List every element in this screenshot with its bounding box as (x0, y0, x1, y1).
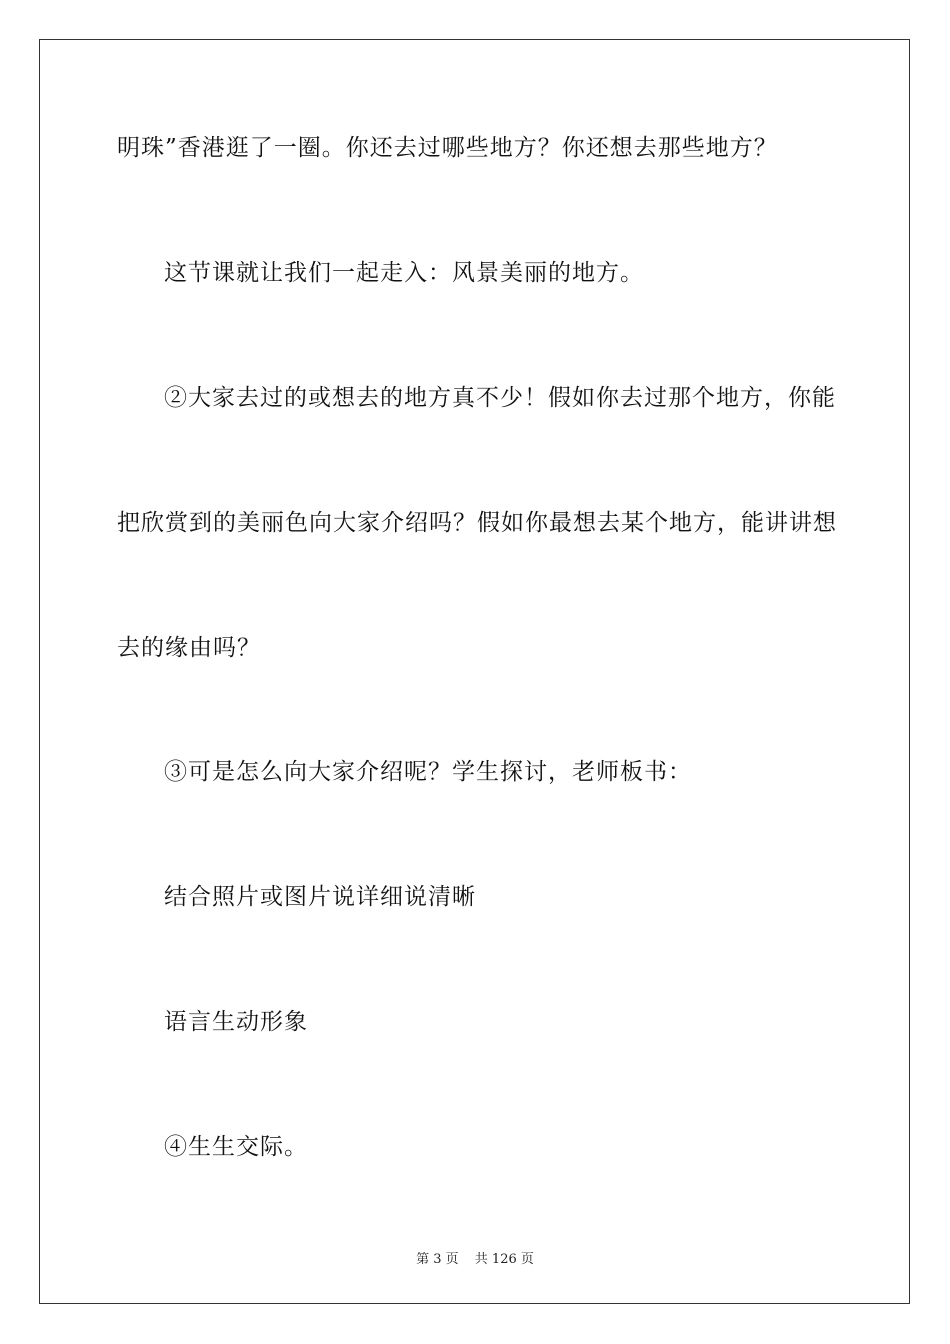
text-line-4: 把欣赏到的美丽色向大家介绍吗？假如你最想去某个地方，能讲讲想 (117, 510, 837, 536)
page-total: 共 126 页 (474, 1252, 534, 1267)
text-line-1: 明珠”香港逛了一圈。你还去过哪些地方？你还想去那些地方？ (117, 135, 778, 161)
text-line-9: ④生生交际。 (164, 1134, 308, 1160)
text-line-6: ③可是怎么向大家介绍呢？学生探讨，老师板书： (164, 759, 692, 785)
text-line-7: 结合照片或图片说详细说清晰 (164, 884, 476, 910)
text-line-3: ②大家去过的或想去的地方真不少！假如你去过那个地方，你能 (164, 385, 836, 411)
text-line-8: 语言生动形象 (164, 1009, 308, 1035)
page-number: 第 3 页 (416, 1252, 459, 1267)
text-line-2: 这节课就让我们一起走入：风景美丽的地方。 (164, 260, 644, 286)
page-frame (39, 39, 910, 1304)
text-line-5: 去的缘由吗？ (117, 635, 261, 661)
page-footer (0, 1248, 950, 1267)
